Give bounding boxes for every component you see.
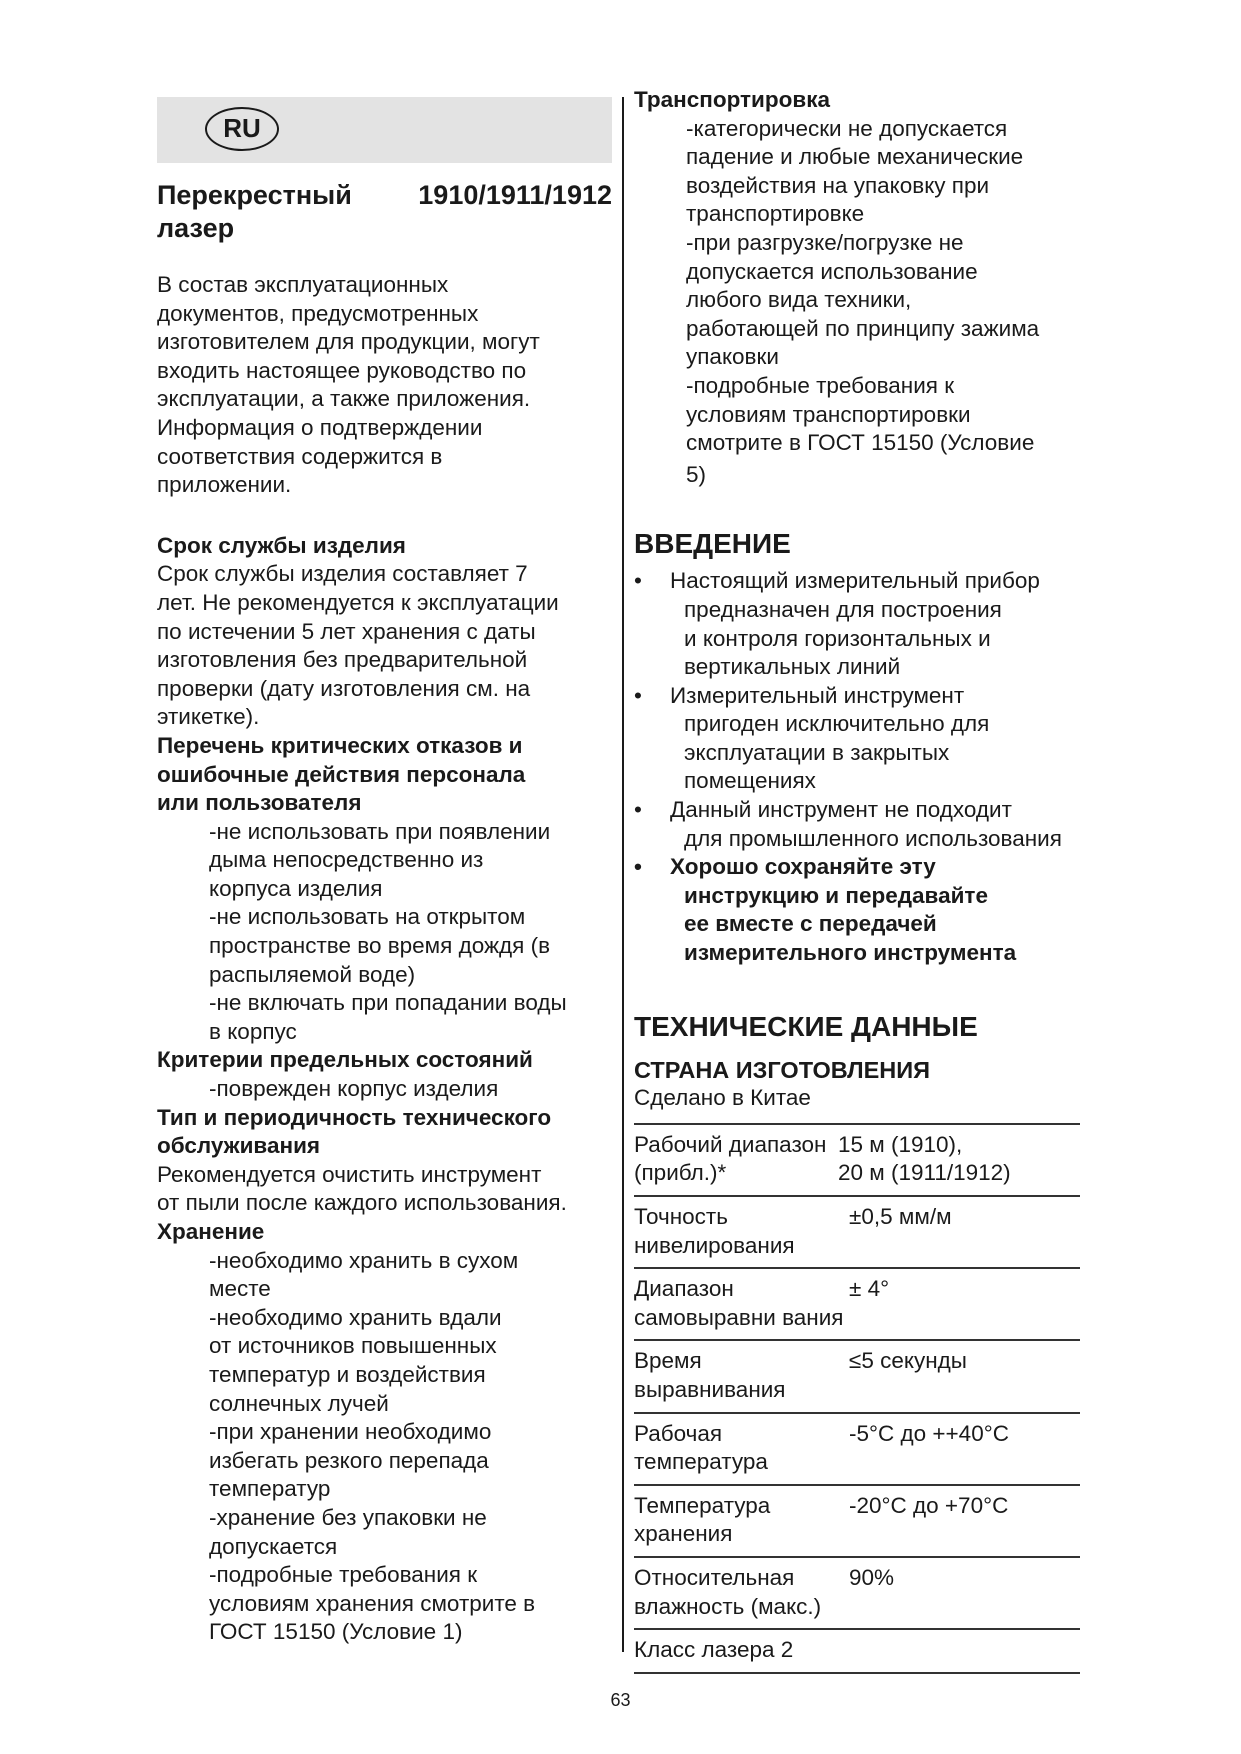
list-item: • Данный инструмент не подходит для промышленного использования: [634, 796, 1084, 853]
maintenance-text: Рекомендуется очистить инструмент от пыли после каждого использования.: [157, 1161, 567, 1216]
list-item-important: • Хорошо сохраняйте эту инструкцию и передавайте ее вместе с передачей измерительного инструмента: [634, 853, 1084, 967]
product-title-word: Перекрестный: [157, 180, 352, 210]
transport-heading: Транспортировка: [634, 87, 830, 112]
page-number: 63: [610, 1690, 631, 1710]
list-item: -при хранении необходимо избегать резкого перепада температур: [209, 1419, 492, 1502]
list-item: -хранение без упаковки не допускается: [209, 1504, 487, 1559]
table-row: Время выравнивания ≤5 секунды: [634, 1339, 1080, 1411]
list-item: -необходимо хранить вдали от источников повышенных температур и воздействия солнечных лучей: [209, 1304, 502, 1416]
list-item: -необходимо хранить в сухом месте: [209, 1247, 519, 1302]
product-title: [157, 179, 612, 245]
introduction-heading: ВВЕДЕНИЕ: [634, 528, 791, 560]
column-divider: [622, 97, 624, 1652]
table-row: Диапазон самовыравни вания ± 4°: [634, 1267, 1080, 1339]
storage-list: [209, 1247, 612, 1647]
table-row: Рабочий диапазон (прибл.)* 15 м (1910), 20 м (1911/1912): [634, 1123, 1080, 1195]
country-heading: СТРАНА ИЗГОТОВЛЕНИЯ: [634, 1056, 931, 1083]
transport-list: [686, 115, 1084, 490]
list-item: -поврежден корпус изделия: [209, 1076, 499, 1102]
language-band: [157, 97, 612, 163]
limits-list: [209, 1075, 612, 1104]
intro-paragraph: В состав эксплуатационных документов, предусмотренных изготовителем для продукции, могут входить настоящее руководство по эксплуатации, а также приложения. Информация о подтверждении соответствия содержится в приложении.: [157, 272, 540, 498]
storage-heading: Хранение: [157, 1219, 265, 1244]
table-row: Точность нивелирования ±0,5 мм/м: [634, 1195, 1080, 1267]
table-row: Температура хранения -20°C до +70°C: [634, 1484, 1080, 1556]
maintenance-heading: Тип и периодичность технического обслуживания: [157, 1104, 552, 1159]
product-models: 1910/1911/1912: [418, 180, 612, 210]
left-column: [157, 97, 612, 1647]
list-item: -подробные требования к условиям хранения смотрите в ГОСТ 15150 (Условие 1): [209, 1562, 536, 1645]
table-row: Рабочая температура -5°C до ++40°C: [634, 1412, 1080, 1484]
service-life-text: Срок службы изделия составляет 7 лет. Не рекомендуется к эксплуатации по истечении 5 лет хранения с даты изготовления без предварительной проверки (дату изготовления см. на этикетке).: [157, 561, 559, 730]
right-column: [634, 86, 1084, 1674]
list-item: -не включать при попадании воды в корпус: [209, 990, 567, 1044]
country-value: Сделано в Китае: [634, 1085, 811, 1111]
list-item: • Измерительный инструмент пригоден исключительно для эксплуатации в закрытых помещениях: [634, 682, 1084, 796]
spec-table: [634, 1123, 1080, 1674]
list-item: -при разгрузке/погрузке не допускается использование любого вида техники, работающей по принципу зажима упаковки: [686, 229, 1040, 370]
list-item: -не использовать при появлении дыма непосредственно из корпуса изделия: [209, 818, 551, 901]
list-item: -не использовать на открытом пространстве во время дождя (в распыляемой воде): [209, 904, 551, 987]
tech-data-heading: ТЕХНИЧЕСКИЕ ДАННЫЕ: [634, 1010, 978, 1042]
list-item: -категорически не допускается падение и любые механические воздействия на упаковку при транспортировке: [686, 115, 1024, 227]
table-row: Класс лазера 2: [634, 1628, 1080, 1674]
language-badge: RU: [205, 107, 279, 151]
service-life-heading: Срок службы изделия: [157, 532, 406, 558]
failures-list: [209, 818, 612, 1047]
table-row: Относительная влажность (макс.) 90%: [634, 1556, 1080, 1628]
list-item: • Настоящий измерительный прибор предназначен для построения и контроля горизонтальных и вертикальных линий: [634, 567, 1084, 681]
product-title-word: лазер: [157, 213, 235, 243]
introduction-list: [634, 567, 1084, 967]
failures-heading: Перечень критических отказов и ошибочные действия персонала или пользователя: [157, 732, 526, 816]
limits-heading: Критерии предельных состояний: [157, 1047, 533, 1073]
list-item: -подробные требования к условиям транспортировки смотрите в ГОСТ 15150 (Условие 5): [686, 372, 1035, 487]
